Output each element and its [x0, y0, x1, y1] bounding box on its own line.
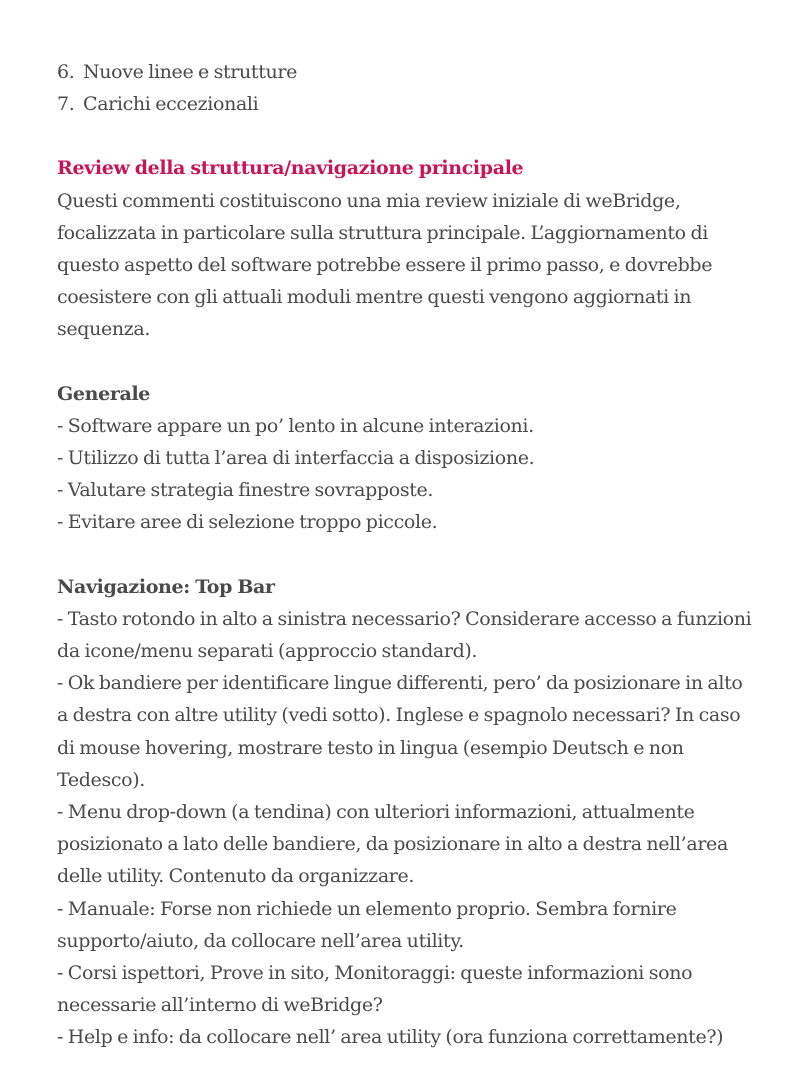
generale-item: - Valutare strategia finestre sovrapposte. [57, 479, 434, 502]
review-paragraph: Questi commenti costituiscono una mia review iniziale di weBridge, focalizzata in particolare sulla struttura principale. L’aggiornamento di questo aspetto del software potrebbe essere il primo passo, e dovrebbe coesistere con gli attuali moduli mentre questi vengono aggiornati in sequenza. [57, 189, 713, 341]
list-item [57, 88, 757, 120]
generale-heading: Generale [57, 382, 151, 405]
list-item-number: 6. [57, 61, 75, 83]
generale-item: - Utilizzo di tutta l’area di interfaccia a disposizione. [57, 447, 535, 470]
topbar-item: - Menu drop-down (a tendina) con ulteriori informazioni, attualmente posizionato a lato delle bandiere, da posizionare in alto a destra nell’area delle utility. Contenuto da organizzare. [57, 801, 728, 888]
topbar-item: - Manuale: Forse non richiede un elemento proprio. Sembra fornire supporto/aiuto, da collocare nell’area utility. [57, 897, 677, 952]
list-item [57, 56, 757, 88]
review-heading: Review della struttura/navigazione principale [57, 157, 524, 180]
topbar-item: - Tasto rotondo in alto a sinistra necessario? Considerare accesso a funzioni da icone/menu separati (approccio standard). [57, 607, 752, 663]
list-item-text: Nuove linee e strutture [83, 61, 298, 83]
generale-item: - Evitare aree di selezione troppo piccole. [57, 511, 438, 534]
generale-item: - Software appare un po’ lento in alcune interazioni. [57, 414, 534, 437]
list-item-number: 7. [57, 93, 75, 116]
topbar-heading: Navigazione: Top Bar [57, 575, 275, 598]
topbar-item: - Help e info: da collocare nell’ area utility (ora funziona correttamente?) [57, 1026, 724, 1049]
topbar-item: - Ok bandiere per identificare lingue differenti, pero’ da posizionare in alto a destra con altre utility (vedi sotto). Inglese e spagnolo necessari? In caso di mouse hovering, mostrare testo in lingua (esempio Deutsch e non Tedesco). [57, 672, 743, 791]
numbered-list [57, 56, 757, 120]
document-body [57, 56, 757, 1054]
topbar-item: - Corsi ispettori, Prove in sito, Monitoraggi: queste informazioni sono necessarie all’interno di weBridge? [57, 962, 693, 1017]
list-item-text: Carichi eccezionali [83, 93, 259, 116]
